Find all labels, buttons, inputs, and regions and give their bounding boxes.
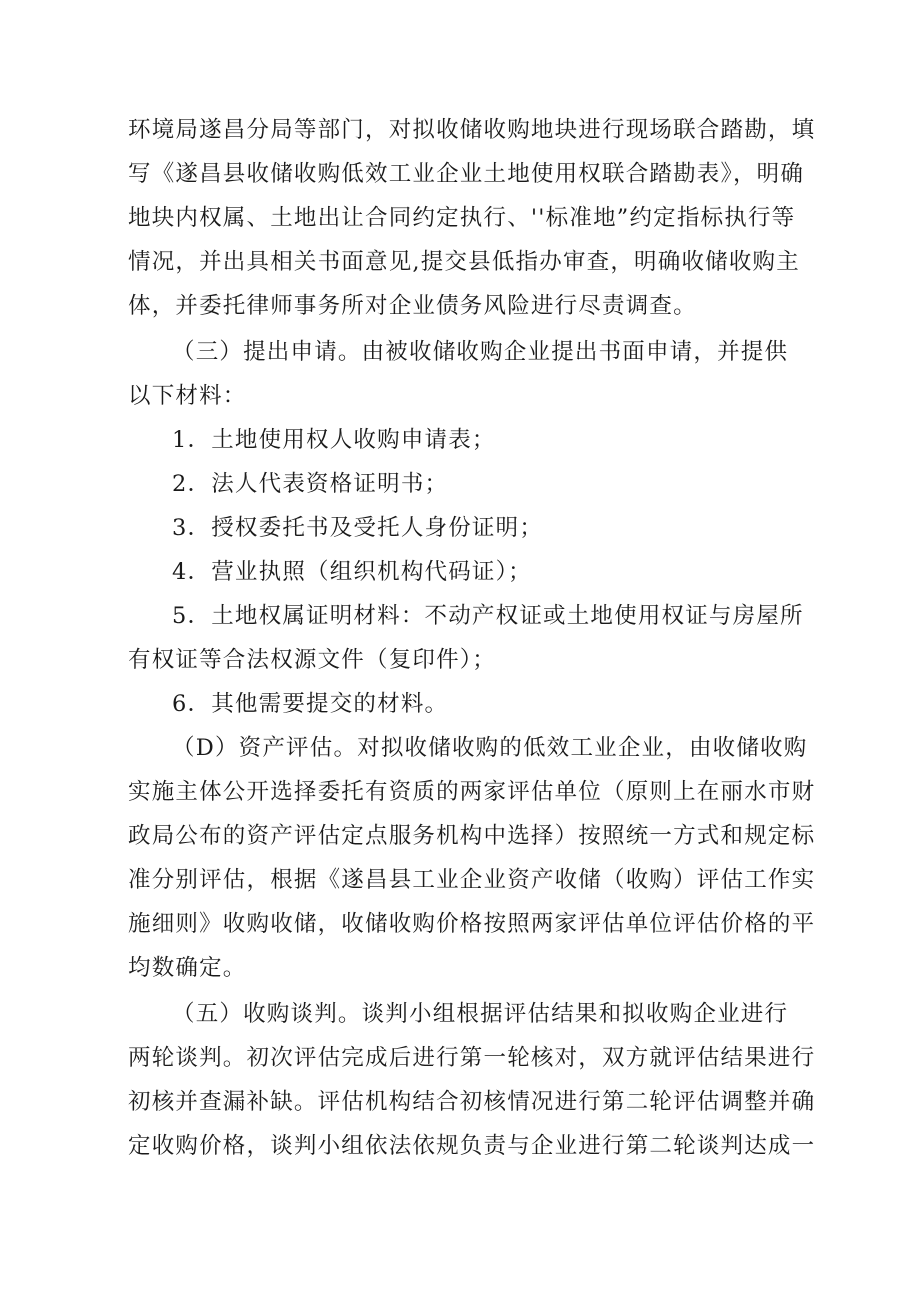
text-line: 两轮谈判。初次评估完成后进行第一轮核对，双方就评估结果进行 <box>128 1045 816 1071</box>
text-line: 有权证等合法权源文件（复印件）； <box>128 647 496 673</box>
text-line: 准分别评估，根据《遂昌县工业企业资产收储（收购）评估工作实 <box>128 867 816 893</box>
section-heading-line: （三）提出申请。由被收储收购企业提出书面申请，并提供 <box>172 339 789 365</box>
text-line: 情况，并出具相关书面意见,提交县低指办审查，明确收储收购主 <box>128 249 800 275</box>
section-heading-line: （五）收购谈判。谈判小组根据评估结果和拟收购企业进行 <box>172 1001 789 1027</box>
text-line: 以下材料： <box>128 383 247 409</box>
text-line: 体，并委托律师事务所对企业债务风险进行尽责调查。 <box>128 293 697 319</box>
text-line: 政局公布的资产评估定点服务机构中选择）按照统一方式和规定标 <box>128 823 816 849</box>
text-line: 初核并查漏补缺。评估机构结合初核情况进行第二轮评估调整并确 <box>128 1089 816 1115</box>
list-item: 4．营业执照（组织机构代码证）； <box>172 559 532 585</box>
text-line: 施细则》收购收储，收储收购价格按照两家评估单位评估价格的平 <box>128 911 816 937</box>
section-heading-line: （D）资产评估。对拟收储收购的低效工业企业，由收储收购 <box>172 735 808 761</box>
list-item: 2．法人代表资格证明书； <box>172 471 449 497</box>
list-item: 6．其他需要提交的材料。 <box>172 691 449 717</box>
text-line: 写《遂昌县收储收购低效工业企业土地使用权联合踏勘表》，明确 <box>128 161 805 187</box>
text-line: 环境局遂昌分局等部门，对拟收储收购地块进行现场联合踏勘，填 <box>128 117 816 143</box>
text-line: 均数确定。 <box>128 955 247 981</box>
list-item: 3．授权委托书及受托人身份证明； <box>172 515 544 541</box>
list-item: 1．土地使用权人收购申请表； <box>172 427 496 453</box>
text-line: 实施主体公开选择委托有资质的两家评估单位（原则上在丽水市财 <box>128 779 816 805</box>
text-line: 地块内权属、土地出让合同约定执行、''标准地”约定指标执行等 <box>128 205 796 231</box>
text-line: 定收购价格，谈判小组依法依规负责与企业进行第二轮谈判达成一 <box>128 1133 816 1159</box>
list-item: 5．土地权属证明材料：不动产权证或土地使用权证与房屋所 <box>172 603 804 629</box>
